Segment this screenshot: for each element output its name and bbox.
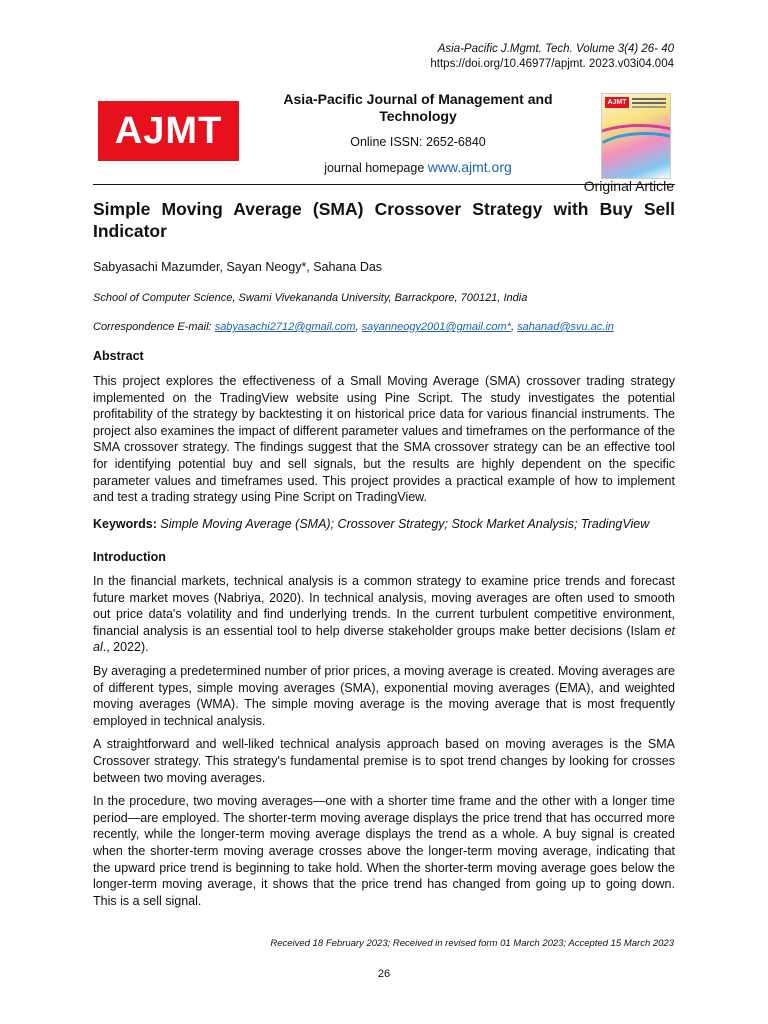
article-type: Original Article: [583, 178, 674, 194]
intro-paragraph-3: A straightforward and well-liked technical analysis approach based on moving averages is the SMA Crossover strategy. This strategy's fundamental premise is to spot trend changes by looking for crosses between two moving averages.: [93, 737, 675, 785]
journal-issn: Online ISSN: 2652-6840: [350, 135, 486, 149]
page-number: 26: [377, 968, 391, 980]
intro-paragraph-1: In the financial markets, technical analysis is a common strategy to examine price trends and forecast future market moves (Nabriya, 2020). In technical analysis, moving averages are often used to smooth out price data's volatility and find underlying trends. In the current turbulent competitive environment, financial analysis is an essential tool to help diverse stakeholder groups make better decisions (Islam et al., 2022).: [93, 574, 675, 655]
citation-volume: Asia-Pacific J.Mgmt. Tech. Volume 3(4) 26- 40: [437, 43, 674, 55]
introduction-body: [93, 573, 675, 916]
journal-homepage: [273, 159, 563, 175]
journal-logo: AJMT: [98, 101, 239, 161]
keywords-label: Keywords:: [93, 517, 157, 531]
homepage-link[interactable]: www.ajmt.org: [427, 159, 512, 175]
affiliation: School of Computer Science, Swami Vivekananda University, Barrackpore, 700121, India: [93, 292, 528, 304]
intro-paragraph-2: By averaging a predetermined number of prior prices, a moving average is created. Moving averages are of different types, simple moving averages (SMA), exponential moving averages (EMA), and weighted moving averages (WMA). The simple moving average is the moving average that is most frequently employed in technical analysis.: [93, 663, 675, 728]
author-list: Sabyasachi Mazumder, Sayan Neogy*, Sahana Das: [93, 260, 383, 274]
email-link[interactable]: sayanneogy2001@gmail.com*: [361, 321, 511, 333]
citation-doi[interactable]: https://doi.org/10.46977/apjmt. 2023.v03i04.004: [430, 58, 674, 70]
homepage-label: journal homepage: [324, 161, 425, 175]
abstract-paragraph: This project explores the effectiveness of a Small Moving Average (SMA) crossover trading strategy implemented on the TradingView website using Pine Script. The study investigates the potential profitability of the strategy by backtesting it on historical price data for various financial instruments. The project also examines the impact of different parameter values and timeframes on the performance of the SMA crossover strategy. The findings suggest that the SMA crossover strategy can be an effective tool for identifying potential buy and sell signals, but the results are highly dependent on the specific parameter values and timeframes used. This project provides a practical example of how to implement and test a trading strategy using Pine Script on TradingView.: [93, 374, 675, 505]
abstract-text: [93, 373, 675, 513]
paper-title: Simple Moving Average (SMA) Crossover Strategy with Buy Sell Indicator: [93, 199, 675, 241]
intro-paragraph-4: In the procedure, two moving averages—one with a shorter time frame and the other with a longer time period—are employed. The shorter-term moving average displays the price trend that has occurred more recently, while the longer-term moving average displays the trend as a whole. A buy signal is created when the shorter-term moving average crosses above the longer-term moving average, indicating that the upward price trend is beginning to take hold. When the shorter-term moving average goes below the longer-term moving average, it shows that the price trend has changed from going up to going down. This is a sell signal.: [93, 794, 675, 908]
journal-title: Asia-Pacific Journal of Management and Technology: [283, 91, 553, 124]
introduction-heading: Introduction: [93, 550, 166, 564]
correspondence-label: Correspondence E-mail:: [93, 321, 212, 333]
journal-cover-image: [601, 93, 671, 179]
received-dates: Received 18 February 2023; Received in revised form 01 March 2023; Accepted 15 March 2023: [270, 938, 674, 949]
email-link[interactable]: sahanad@svu.ac.in: [517, 321, 614, 333]
journal-info: [273, 91, 563, 175]
abstract-heading: Abstract: [93, 349, 144, 363]
correspondence: Correspondence E-mail: sabyasachi2712@gmail.com, sayanneogy2001@gmail.com*, sahanad@svu.ac.in: [93, 321, 614, 333]
cover-title-lines: [632, 98, 666, 100]
keywords: [93, 517, 675, 531]
journal-masthead: [93, 91, 675, 185]
cover-logo: AJMT: [605, 97, 629, 108]
email-link[interactable]: sabyasachi2712@gmail.com: [214, 321, 356, 333]
keywords-text: Simple Moving Average (SMA); Crossover Strategy; Stock Market Analysis; TradingView: [160, 517, 650, 531]
citation-block: [430, 42, 674, 72]
cover-swirl-decoration: [601, 132, 671, 178]
